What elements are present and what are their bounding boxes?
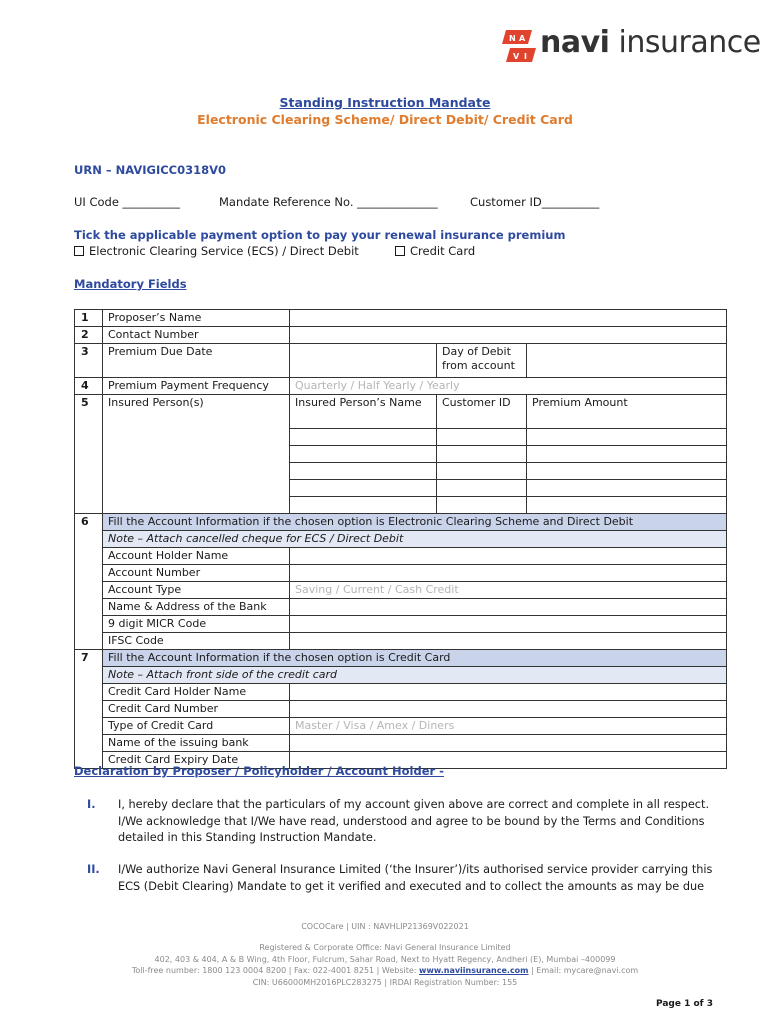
payment-frequency-input[interactable]: Quarterly / Half Yearly / Yearly <box>290 378 727 395</box>
credit-card-section-heading: Fill the Account Information if the chosen option is Credit Card <box>103 650 727 667</box>
mandate-reference-field[interactable]: Mandate Reference No. ______________ <box>219 195 438 209</box>
declaration-text: I/We authorize Navi General Insurance Limited (‘the Insurer’)/its authorised service provider carrying this ECS (Debit Clearing) Mandate to get it verified and executed and to collect the amounts as may be due <box>118 863 713 893</box>
navi-logo-icon <box>502 28 536 64</box>
insured-amount-cell[interactable] <box>527 463 727 480</box>
table-row <box>75 310 727 327</box>
proposer-name-label: Proposer’s Name <box>103 310 290 327</box>
insured-persons-label: Insured Person(s) <box>103 395 290 514</box>
card-expiry-label: Credit Card Expiry Date <box>103 752 290 769</box>
premium-due-date-input[interactable] <box>290 344 437 378</box>
insured-name-cell[interactable] <box>290 480 437 497</box>
table-row <box>75 344 727 378</box>
bank-name-input[interactable] <box>290 599 727 616</box>
account-type-label: Account Type <box>103 582 290 599</box>
row-number: 5 <box>75 395 103 514</box>
table-row <box>75 378 727 395</box>
ecs-section-heading: Fill the Account Information if the chosen option is Electronic Clearing Scheme and Direct Debit <box>103 514 727 531</box>
mandatory-fields-heading: Mandatory Fields <box>74 277 187 291</box>
urn-label: URN – NAVIGICC0318V0 <box>74 163 227 177</box>
logo-letter-a: A <box>519 34 526 43</box>
table-row <box>75 616 727 633</box>
insured-name-cell[interactable] <box>290 463 437 480</box>
table-row <box>75 633 727 650</box>
declaration-item <box>74 862 726 895</box>
declaration-item <box>74 797 726 847</box>
document-title: Standing Instruction Mandate <box>279 95 491 110</box>
table-row <box>75 701 727 718</box>
ifsc-input[interactable] <box>290 633 727 650</box>
credit-card-option-label: Credit Card <box>410 244 476 258</box>
insured-amount-cell[interactable] <box>527 446 727 463</box>
insured-person-name-header: Insured Person’s Name <box>290 395 437 429</box>
card-type-input[interactable]: Master / Visa / Amex / Diners <box>290 718 727 735</box>
declaration-heading: Declaration by Proposer / Policyholder / Account Holder - <box>74 764 444 778</box>
table-row <box>75 599 727 616</box>
day-of-debit-input[interactable] <box>527 344 727 378</box>
payment-frequency-label: Premium Payment Frequency <box>103 378 290 395</box>
footer-cin: CIN: U66000MH2016PLC283275 | IRDAI Registration Number: 155 <box>252 977 518 987</box>
brand-name: navi insurance <box>540 25 761 60</box>
customer-id-field[interactable]: Customer ID__________ <box>470 195 600 209</box>
account-holder-input[interactable] <box>290 548 727 565</box>
issuing-bank-label: Name of the issuing bank <box>103 735 290 752</box>
insured-id-cell[interactable] <box>437 429 527 446</box>
logo-letter-n: N <box>509 34 516 43</box>
footer-office <box>0 942 770 988</box>
row-number: 6 <box>75 514 103 650</box>
website-link[interactable]: www.naviinsurance.com <box>419 966 529 975</box>
declaration-number: II. <box>87 863 100 876</box>
insured-id-cell[interactable] <box>437 480 527 497</box>
payment-option-heading: Tick the applicable payment option to pay your renewal insurance premium <box>74 228 566 242</box>
customer-id-header: Customer ID <box>437 395 527 429</box>
insured-amount-cell[interactable] <box>527 480 727 497</box>
bank-name-label: Name & Address of the Bank <box>103 599 290 616</box>
table-row <box>75 718 727 735</box>
insured-name-cell[interactable] <box>290 497 437 514</box>
footer-product-uin: COCOCare | UIN : NAVHLIP21369V022021 <box>301 922 469 931</box>
micr-input[interactable] <box>290 616 727 633</box>
ecs-option[interactable] <box>74 244 359 258</box>
card-number-input[interactable] <box>290 701 727 718</box>
table-row <box>75 327 727 344</box>
card-holder-label: Credit Card Holder Name <box>103 684 290 701</box>
insured-amount-cell[interactable] <box>527 429 727 446</box>
premium-amount-header: Premium Amount <box>527 395 727 429</box>
premium-due-date-label: Premium Due Date <box>103 344 290 378</box>
declaration-text: I, hereby declare that the particulars of my account given above are correct and complete in all respect. I/We acknowledge that I/We have read, understood and agree to be bound by the Terms and Conditions detailed in this Standing Instruction Mandate. <box>118 798 710 844</box>
insured-name-cell[interactable] <box>290 429 437 446</box>
ifsc-label: IFSC Code <box>103 633 290 650</box>
footer-office-name: Registered & Corporate Office: Navi General Insurance Limited <box>259 943 511 952</box>
insured-id-cell[interactable] <box>437 463 527 480</box>
table-row <box>75 684 727 701</box>
contact-number-input[interactable] <box>290 327 727 344</box>
card-type-label: Type of Credit Card <box>103 718 290 735</box>
table-row <box>75 548 727 565</box>
table-row <box>75 531 727 548</box>
row-number: 1 <box>75 310 103 327</box>
row-number: 3 <box>75 344 103 378</box>
table-row <box>75 395 727 429</box>
logo-letter-v: V <box>513 52 520 61</box>
table-row <box>75 650 727 667</box>
insured-name-cell[interactable] <box>290 446 437 463</box>
page-number: Page 1 of 3 <box>656 999 713 1009</box>
credit-card-note: Note – Attach front side of the credit card <box>103 667 727 684</box>
insured-id-cell[interactable] <box>437 446 527 463</box>
row-number: 4 <box>75 378 103 395</box>
contact-number-label: Contact Number <box>103 327 290 344</box>
account-holder-label: Account Holder Name <box>103 548 290 565</box>
table-row <box>75 735 727 752</box>
row-number: 2 <box>75 327 103 344</box>
declaration-number: I. <box>87 798 96 811</box>
insured-amount-cell[interactable] <box>527 497 727 514</box>
footer-contact: Toll-free number: 1800 123 0004 8200 | Fax: 022-4001 8251 | Website: www.naviinsurance.com | Email: mycare@navi.com <box>131 966 639 975</box>
credit-card-checkbox[interactable] <box>395 246 405 256</box>
mandate-form-table <box>74 309 727 769</box>
table-row <box>75 582 727 599</box>
day-of-debit-label: Day of Debit from account <box>437 344 527 378</box>
account-number-input[interactable] <box>290 565 727 582</box>
account-type-input[interactable]: Saving / Current / Cash Credit <box>290 582 727 599</box>
issuing-bank-input[interactable] <box>290 735 727 752</box>
navi-insurance-logo <box>502 25 761 68</box>
ecs-checkbox[interactable] <box>74 246 84 256</box>
insured-id-cell[interactable] <box>437 497 527 514</box>
card-holder-input[interactable] <box>290 684 727 701</box>
ecs-option-label: Electronic Clearing Service (ECS) / Direct Debit <box>89 244 359 258</box>
micr-label: 9 digit MICR Code <box>103 616 290 633</box>
table-row <box>75 565 727 582</box>
footer-address: 402, 403 & 404, A & B Wing, 4th Floor, Fulcrum, Sahar Road, Next to Hyatt Regency, Andheri (E), Mumbai –400099 <box>154 954 616 964</box>
logo-letter-i: I <box>524 52 527 61</box>
account-number-label: Account Number <box>103 565 290 582</box>
document-subtitle: Electronic Clearing Scheme/ Direct Debit/ Credit Card <box>197 112 573 127</box>
table-row <box>75 514 727 531</box>
row-number: 7 <box>75 650 103 769</box>
ecs-note: Note – Attach cancelled cheque for ECS / Direct Debit <box>103 531 727 548</box>
ui-code-field[interactable]: UI Code __________ <box>74 195 181 209</box>
proposer-name-input[interactable] <box>290 310 727 327</box>
card-number-label: Credit Card Number <box>103 701 290 718</box>
table-row <box>75 667 727 684</box>
credit-card-option[interactable] <box>395 244 475 258</box>
